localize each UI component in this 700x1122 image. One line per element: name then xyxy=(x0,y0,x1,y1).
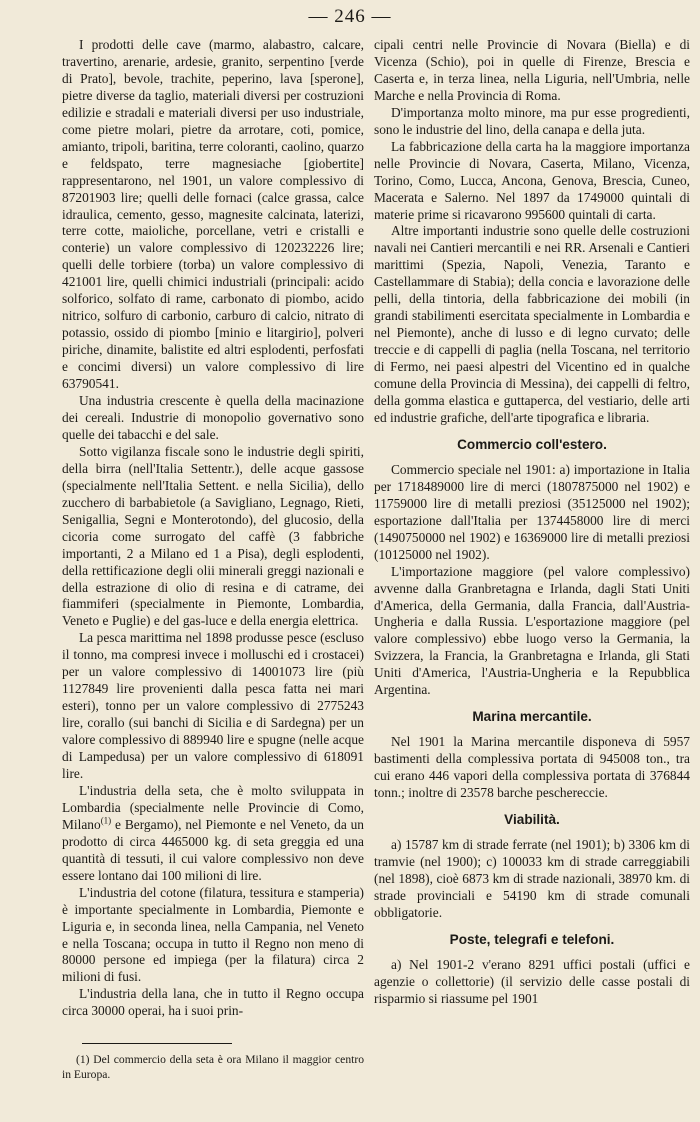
silk-text-a: L'industria della seta, che è molto sviluppata in Lombardia (specialmente nelle Provincie di Como, Milano xyxy=(62,782,364,832)
paragraph-wool: L'industria della lana, che in tutto il Regno occupa circa 30000 operai, ha i suoi prin- xyxy=(62,986,364,1019)
silk-text-b: e Bergamo), nel Piemonte e nel Veneto, da un prodotto di circa 4465000 kg. di seta greggia ed una quantità di tessuti, il cui valore complessivo non deve essere lontano dai 100 milioni di lire. xyxy=(62,816,364,883)
footnote-divider xyxy=(82,1043,232,1044)
heading-foreign-trade: Commercio coll'estero. xyxy=(457,436,607,452)
heading-roads: Viabilità. xyxy=(504,811,560,827)
left-column xyxy=(62,37,364,1020)
paragraph-roads: a) 15787 km di strade ferrate (nel 1901); b) 3306 km di tramvie (nel 1900); c) 100033 km di strade carreggiabili (nel 1898), cioè 6873 km di strade nazionali, 38970 km. di strade provinciali e 54190 km di strade comunali obbligatorie. xyxy=(374,836,690,920)
paragraph-silk xyxy=(62,783,364,885)
paragraph-paper: La fabbricazione della carta ha la maggiore importanza nelle Provincie di Novara, Caserta, Milano, Vicenza, Torino, Como, Lucca, Ancona, Genova, Brescia, Cuneo, Macerata e Salerno. Nel 1897 da 1749000 quintali di materie prime si ricavarono 995600 quintali di carta. xyxy=(374,138,690,222)
page-number: — 246 — xyxy=(308,6,392,27)
footnote-reference: (1) xyxy=(100,815,112,826)
paragraph-linen-hemp: D'importanza molto minore, ma pur esse progredienti, sono le industrie del lino, della canapa e della juta. xyxy=(374,104,690,137)
paragraph-posts: a) Nel 1901-2 v'erano 8291 uffici postali (uffici e agenzie o collettorie) (il servizio delle casse postali di risparmio si riassume pel 1901 xyxy=(374,956,690,1006)
paragraph-milling-monopoly: Una industria crescente è quella della macinazione dei cereali. Industrie di monopolio governativo sono quelle dei tabacchi e del sale. xyxy=(62,393,364,442)
paragraph-fishing: La pesca marittima nel 1898 produsse pesce (escluso il tonno, ma compresi invece i molluschi ed i crostacei) per un valore complessivo di 14001073 lire (più 1127849 lire provenienti dalla pesca fatta nei mari esteri), tonno per un valore complessivo di 2775243 lire, corallo (sui banchi di Sicilia e di Sardegna) per un valore complessivo di 889940 lire e spugne (nelle acque di Lampedusa) per un valore complessivo di 618091 lire. xyxy=(62,630,364,781)
paragraph-cotton: L'industria del cotone (filatura, tessitura e stamperia) è importante specialmente in Lombardia, Piemonte e Liguria e, in seconda linea, nella Campania, nel Veneto e nella Toscana; occupa in tutto il Regno non meno di 80000 persone ed impiega (per la filatura) circa 2 milioni di fusi. xyxy=(62,884,364,985)
paragraph-fiscal-industries: Sotto vigilanza fiscale sono le industrie degli spiriti, della birra (nell'Italia Settentr.), delle acque gassose (specialmente nell'Italia Settent. e nella Sicilia), dello zucchero di barbabietole (a Savigliano, Legnago, Rieti, Senigallia, Segni e Monterotondo), del glucosio, della cicoria come surrogato del caffè (3 fabbriche importanti, 2 a Milano ed 1 a Pisa), degli esplodenti, della rettificazione degli olii minerali greggi nazionali e della estrazione di olio di resina e di catrame, dei fiammiferi (specialmente in Piemonte, Lombardia, Veneto e Puglie) e del gas-luce e della energia elettrica. xyxy=(62,443,364,629)
paragraph-import-export-partners: L'importazione maggiore (pel valore complessivo) avvenne dalla Granbretagna e Irlanda, dagli Stati Uniti d'America, della Germania, dalla Francia, dall'Austria-Ungheria e dalla Russia. L'esportazione maggiore (pel valore complessivo) ebbe luogo verso la Germania, la Svizzera, la Francia, la Granbretagna e Irlanda, gli Stati Uniti d'America, l'Austria-Ungheria e la Repubblica Argentina. xyxy=(374,563,690,698)
paragraph-wool-continued: cipali centri nelle Provincie di Novara (Biella) e di Vicenza (Schio), poi in quelle di Firenze, Brescia e Caserta e, in terza linea, nella Liguria, nell'Umbria, nelle Marche e nella Provincia di Roma. xyxy=(374,37,690,103)
paragraph-other-industries: Altre importanti industrie sono quelle delle costruzioni navali nei Cantieri mercantili e nei RR. Arsenali e Cantieri marittimi (Spezia, Napoli, Venezia, Taranto e Castellammare di Stabia); della concia e lavorazione delle pelli, della tintoria, della fabbricazione dei mobili (in grandi stabilimenti esercitata specialmente in Lombardia e nel Piemonte), anche di lusso e di legno curvato; delle treccie e di cappelli di paglia (nella Toscana, nel territorio di Fermo, nei paesi alpestri del Vicentino ed in qualche comune della Provincia di Messina), dei cappelli di feltro, della gomma elastica e guttaperca, del vestiario, delle arti ed industrie grafiche, dell'arte tipografica e libraria. xyxy=(374,223,690,425)
heading-posts-telegraphs: Poste, telegrafi e telefoni. xyxy=(449,931,615,947)
footnote: (1) Del commercio della seta è ora Milano il maggior centro in Europa. xyxy=(62,1053,364,1081)
paragraph-merchant-marine: Nel 1901 la Marina mercantile disponeva di 5957 bastimenti della complessiva portata di 945008 ton., tra cui erano 446 vapori della complessiva portata di 376844 tonn.; inoltre di 23578 barche peschereccie. xyxy=(374,734,690,801)
heading-merchant-marine: Marina mercantile. xyxy=(472,709,592,725)
paragraph-special-trade: Commercio speciale nel 1901: a) importazione in Italia per 1718489000 lire di merci (1807875000 nel 1902) e 11759000 lire di metalli preziosi (35125000 nel 1902); esportazione dall'Italia per 1374458000 lire di merci (1490750000 nel 1902) e 16369000 lire di metalli preziosi (10125000 nel 1902). xyxy=(374,461,690,562)
paragraph-cave-products: I prodotti delle cave (marmo, alabastro, calcare, travertino, arenarie, ardesie, granito, serpentino [verde di Prato], bevole, trachite, peperino, lava [sperone], pietre diverse da taglio, materiali diversi per costruzioni edilizie e stradali e materiali diversi per uso industriale, come pietre molari, pietre da arrotare, coti, pomice, amianto, tripoli, baritina, terre coloranti, caolino, quarzo e feldspato, terre magnesiache [giobertite] rappresentarono, nel 1901, un valore complessivo di 87201903 lire; quelli delle fornaci (calce grassa, calce idraulica, cemento, gesso, magnesite calcinata, laterizi, terre cotte, maioliche, porcellane, vetri e cristalli e conterie) un valore complessivo di 120232226 lire; quelli delle torbiere (torba) un valore complessivo di 421001 lire, quelli chimici industriali (principali: acido solforico, solfato di rame, carbonato di piombo, acido nitrico, solfuro di carbonio, carburo di calcio, nitrato di potassio, ossido di piombo [minio e litargirio], polveri piriche, dinamite, balistite ed altri esplodenti, perfosfati e concimi diversi) un valore complessivo di lire 63790541. xyxy=(62,37,364,392)
right-column xyxy=(374,37,690,1008)
